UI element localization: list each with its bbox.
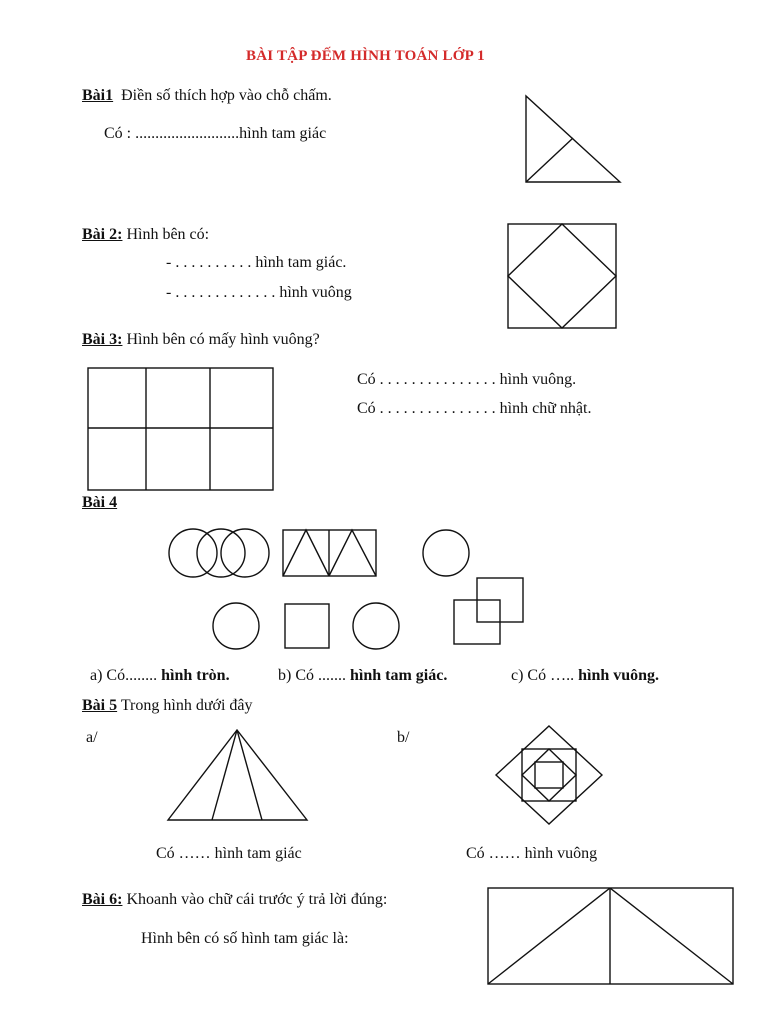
exercise-4-answer-a [90, 666, 230, 686]
exercise-5-label: Bài 5 [82, 697, 118, 714]
exercise-3-grid-figure [86, 366, 276, 492]
exercise-4-triangle-1 [283, 530, 329, 576]
exercise-4-answer-b-prefix: b) Có ....... [278, 667, 346, 684]
exercise-6-heading [82, 890, 387, 910]
exercise-6-question: Hình bên có số hình tam giác là: [141, 930, 349, 947]
exercise-6-diagonal-left [488, 888, 610, 984]
exercise-5b-outer-diamond [496, 726, 602, 824]
exercise-4-answer-b-word: hình tam giác. [350, 667, 448, 684]
exercise-2-outer-square [508, 224, 616, 328]
exercise-5b-answer: Có …… hình vuông [466, 845, 598, 862]
exercise-2-inner-diamond [508, 224, 616, 328]
exercise-2-instruction: Hình bên có: [126, 226, 210, 243]
exercise-5b-diamond-figure [494, 724, 606, 828]
exercise-1-instruction: Điền số thích hợp vào chỗ chấm. [121, 87, 332, 104]
exercise-4-circle-1 [169, 529, 217, 577]
exercise-4-answer-c [511, 666, 659, 686]
exercise-6-label: Bài 6: [82, 891, 123, 908]
exercise-3-rectangle-line: Có . . . . . . . . . . . . . . . hình chữ nhật. [357, 400, 592, 417]
exercise-1-triangle-figure [520, 94, 625, 184]
exercise-2-triangle-line: - . . . . . . . . . . hình tam giác. [166, 254, 347, 271]
exercise-5a-answer: Có …… hình tam giác [156, 845, 302, 862]
exercise-4-answer-c-word: hình vuông. [578, 667, 660, 684]
exercise-4-circle-5 [213, 603, 259, 649]
exercise-4-shapes-figure [160, 520, 680, 652]
exercise-1-heading [82, 86, 332, 106]
exercise-5a-inner-line-1 [212, 730, 237, 820]
exercise-6-diagonal-right [610, 888, 733, 984]
exercise-2-heading [82, 225, 209, 245]
exercise-2-square-figure [506, 222, 618, 330]
exercise-4-circle-6 [353, 603, 399, 649]
exercise-5-instruction: Trong hình dưới đây [120, 697, 253, 714]
exercise-2-label: Bài 2: [82, 226, 123, 243]
exercise-3-instruction: Hình bên có mấy hình vuông? [126, 331, 320, 348]
exercise-4-triangle-2 [329, 530, 376, 576]
exercise-4-answer-a-word: hình tròn. [161, 667, 230, 684]
exercise-3-square-line: Có . . . . . . . . . . . . . . . hình vuông. [357, 371, 577, 388]
exercise-5b-inner-diamond [522, 749, 576, 801]
page-title: BÀI TẬP ĐẾM HÌNH TOÁN LỚP 1 [246, 48, 485, 64]
exercise-1-divider-line [526, 138, 573, 182]
exercise-4-circle-4 [423, 530, 469, 576]
exercise-4-label: Bài 4 [82, 494, 118, 511]
exercise-3-outer-rectangle [88, 368, 273, 490]
exercise-1-label: Bài1 [82, 87, 114, 104]
exercise-4-answer-b [278, 666, 447, 686]
exercise-6-rectangle-figure [486, 886, 736, 986]
exercise-6-instruction: Khoanh vào chữ cái trước ý trả lời đúng: [126, 891, 388, 908]
exercise-5a-inner-line-2 [237, 730, 262, 820]
exercise-5-part-a-label: a/ [86, 729, 98, 746]
exercise-5-part-b-label: b/ [397, 729, 410, 746]
exercise-4-answer-a-prefix: a) Có........ [90, 667, 158, 684]
exercise-1-answer-line: Có : ..........................hình tam giác [104, 125, 327, 142]
exercise-2-square-line: - . . . . . . . . . . . . . hình vuông [166, 284, 352, 301]
exercise-5b-inner-square [535, 762, 563, 788]
exercise-3-label: Bài 3: [82, 331, 123, 348]
exercise-5b-middle-square [522, 749, 576, 801]
exercise-3-heading [82, 330, 320, 350]
exercise-5a-outer-triangle [168, 730, 307, 820]
exercise-5a-triangle-figure [166, 728, 310, 822]
exercise-4-answer-c-prefix: c) Có ….. [511, 667, 575, 684]
exercise-4-square-1 [285, 604, 329, 648]
exercise-5-heading [82, 696, 253, 716]
